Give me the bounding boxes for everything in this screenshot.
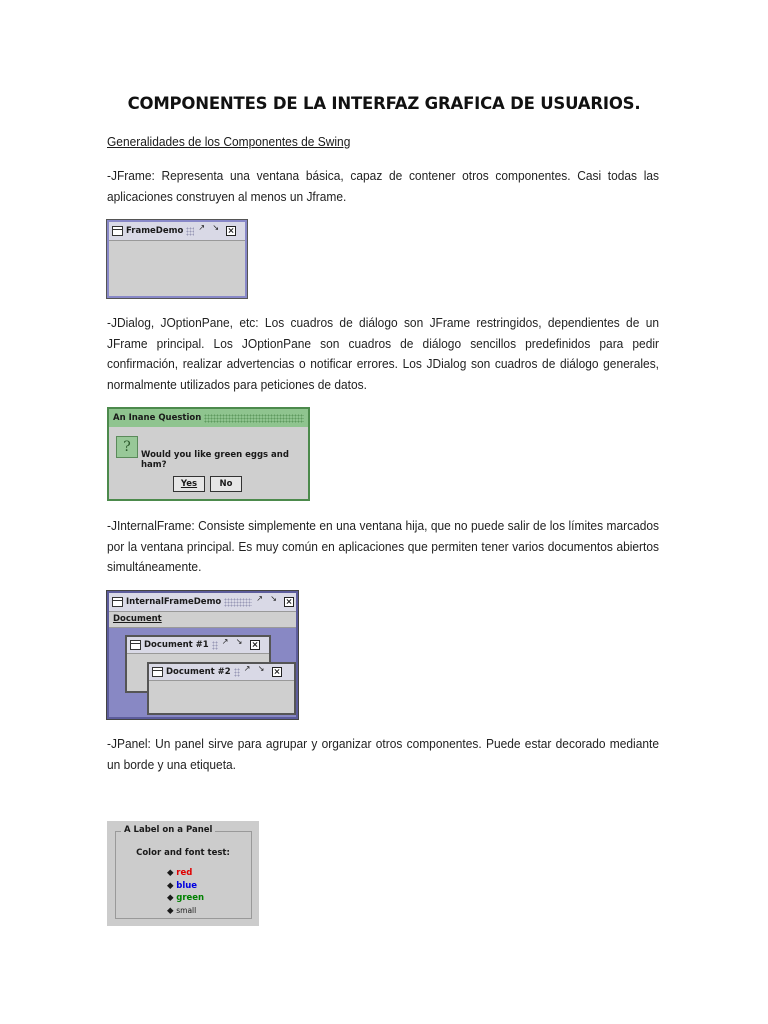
internal-demo-titlebar (109, 593, 296, 612)
question-icon: ? (116, 436, 138, 458)
panel-border-label: A Label on a Panel (121, 825, 215, 835)
document-2-frame (147, 662, 296, 715)
document-2-title: Document #2 (166, 667, 231, 677)
paragraph-jinternalframe: -JInternalFrame: Consiste simplemente en una ventana hija, que no puede salir de los límites marcados por la ventana principal. Es muy común en aplicaciones que permiten tener varios documentos abiertos simultáneamente. (107, 518, 659, 574)
frame-demo-titlebar (109, 222, 245, 241)
close-icon[interactable] (284, 597, 294, 607)
titlebar-grip (234, 668, 240, 677)
item-red: red (176, 868, 193, 878)
maximize-icon[interactable] (258, 667, 268, 677)
minimize-icon[interactable] (198, 226, 208, 236)
document-1-titlebar (127, 637, 269, 654)
maximize-icon[interactable] (236, 640, 246, 650)
menu-bar (109, 612, 296, 628)
window-icon (152, 667, 163, 677)
close-icon[interactable] (226, 226, 236, 236)
close-icon[interactable] (272, 667, 282, 677)
bullet-icon: ◆ (167, 880, 174, 891)
bullet-icon: ◆ (167, 868, 174, 878)
bullet-icon: ◆ (167, 905, 174, 916)
list-item (167, 880, 204, 893)
window-icon (130, 640, 141, 650)
panel-item-list (167, 867, 204, 917)
minimize-icon[interactable] (222, 640, 232, 650)
frame-demo-title: FrameDemo (126, 226, 184, 236)
panel-heading: Color and font test: (136, 848, 230, 858)
maximize-icon[interactable] (212, 226, 222, 236)
item-blue: blue (176, 880, 198, 891)
document-2-titlebar (149, 664, 294, 681)
titlebar-grip (186, 227, 194, 236)
frame-demo-window (107, 220, 247, 298)
list-item (167, 867, 204, 880)
window-icon (112, 226, 123, 236)
bullet-icon: ◆ (167, 893, 174, 903)
panel-demo (107, 821, 259, 926)
paragraph-jframe: -JFrame: Representa una ventana básica, capaz de contener otros componentes. Casi todas las aplicaciones construyen al menos un Jframe. (107, 168, 659, 204)
dialog-question: Would you like green eggs and ham? (141, 450, 289, 470)
paragraph-jpanel: -JPanel: Un panel sirve para agrupar y organizar otros componentes. Puede estar decorado mediante un borde y una etiqueta. (107, 736, 659, 772)
titlebar-grip (212, 641, 218, 650)
internal-demo-title: InternalFrameDemo (126, 597, 222, 607)
section-subtitle: Generalidades de los Componentes de Swing (107, 134, 351, 149)
maximize-icon[interactable] (270, 597, 280, 607)
document-1-title: Document #1 (144, 640, 209, 650)
page-title: COMPONENTES DE LA INTERFAZ GRAFICA DE USUARIOS. (127, 94, 641, 113)
titlebar-grip (224, 598, 252, 607)
minimize-icon[interactable] (244, 667, 254, 677)
list-item (167, 905, 204, 918)
menu-document[interactable]: Document (113, 614, 162, 624)
no-button[interactable]: No (210, 476, 242, 492)
list-item (167, 892, 204, 905)
dialog-titlebar (109, 409, 308, 427)
minimize-icon[interactable] (256, 597, 266, 607)
titlebar-grip (204, 414, 304, 423)
yes-button[interactable]: Yes (173, 476, 205, 492)
dialog-title: An Inane Question (113, 413, 202, 423)
dialog-demo-window (107, 407, 310, 501)
internal-frame-demo-window (107, 591, 298, 719)
close-icon[interactable] (250, 640, 260, 650)
window-icon (112, 597, 123, 607)
item-small: small (176, 905, 197, 915)
item-green: green (176, 893, 205, 903)
paragraph-jdialog: -JDialog, JOptionPane, etc: Los cuadros de diálogo son JFrame restringidos, dependientes de un JFrame principal. Los JOptionPane son cuadros de diálogo sencillos predefinidos para pedir confirmación, realizar advertencias o notificar errores. Los JDialog son cuadros de diálogo generales, normalmente utilizados para peticiones de datos. (107, 315, 659, 392)
